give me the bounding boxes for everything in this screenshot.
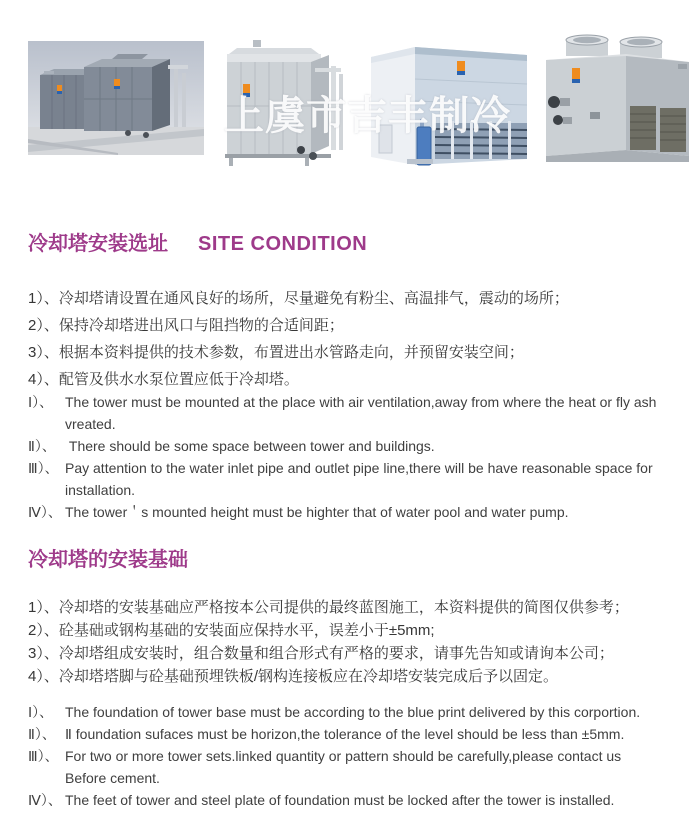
item-number: Ⅰ）、 [28,704,54,720]
list-item: 3）、冷却塔组成安装时，组合数量和组合形式有严格的要求，请事先告知或请询本公司； [28,645,614,662]
item-text: The feet of tower and steel plate of foundation must be locked after the tower is installed. [65,792,615,808]
section-title-zh: 冷却塔安装选址 [28,233,168,255]
item-text: The tower must be mounted at the place with air ventilation,away from where the heat or fly ash [65,394,657,410]
item-text: installation. [65,482,136,498]
section-title-zh: 冷却塔的安装基础 [28,549,188,571]
list-item: 3）、根据本资料提供的技术参数，布置进出水管路走向，并预留安装空间； [28,344,524,361]
item-text: Pay attention to the water inlet pipe and outlet pipe line,there will be have reasonable space for [65,460,653,476]
item-number: Ⅱ）、 [28,726,56,742]
item-number: Ⅲ）、 [28,460,59,476]
item-text: vreated. [65,416,116,432]
list-item: 1）、冷却塔的安装基础应严格按本公司提供的最终蓝图施工，本资料提供的简图仅供参考； [28,599,629,616]
list-item [28,701,672,723]
brand-logo-icon [57,85,62,94]
list-item: 4）、冷却塔塔脚与砼基础预埋铁板/钢构连接板应在冷却塔安装完成后予以固定。 [28,668,559,685]
list-item [28,501,672,523]
foundation-en-list [28,701,672,811]
foundation-zh-list [28,596,672,688]
list-item [28,457,672,501]
item-text: Ⅱ foundation sufaces must be horizon,the tolerance of the level should be less than ±5mm. [65,726,625,742]
brand-logo-icon [572,68,580,83]
site-condition-en-list [28,391,672,523]
section-heading-site-condition [28,232,672,257]
list-item: 1）、冷却塔请设置在通风良好的场所，尽量避免有粉尘、高温排气，震动的场所； [28,290,569,307]
section-title-en: SITE CONDITION [198,233,368,255]
item-text: The tower＇s mounted height must be highter that of water pool and water pump. [65,504,569,520]
brand-logo-icon [457,61,465,75]
site-condition-zh-list [28,285,672,393]
section-heading-foundation [28,548,672,573]
item-text: Before cement. [65,770,160,786]
list-item: 4）、配管及供水水泵位置应低于冷却塔。 [28,371,299,388]
cooling-tower-photo-4 [538,30,697,173]
brand-logo-icon [114,79,120,89]
cooling-tower-photo-1 [28,41,204,155]
list-item [28,745,672,789]
list-item [28,391,672,435]
item-number: Ⅳ）、 [28,504,62,520]
item-text: There should be some space between tower and buildings. [65,438,435,454]
item-number: Ⅰ）、 [28,394,54,410]
page-content [0,232,700,811]
header-photo-strip [0,0,700,182]
list-item [28,723,672,745]
list-item [28,789,672,811]
watermark-text: 上虞市吉丰制冷 [224,94,511,138]
list-item [28,435,672,457]
item-number: Ⅳ）、 [28,792,62,808]
list-item: 2）、保持冷却塔进出风口与阻挡物的合适间距； [28,317,344,334]
list-item: 2）、砼基础或钢构基础的安装面应保持水平，误差小于±5mm; [28,622,435,639]
item-number: Ⅱ）、 [28,438,56,454]
item-number: Ⅲ）、 [28,748,59,764]
item-text: For two or more tower sets.linked quantity or pattern should be carefully,please contact us [65,748,622,764]
item-text: The foundation of tower base must be according to the blue print delivered by this corportion. [65,704,641,720]
